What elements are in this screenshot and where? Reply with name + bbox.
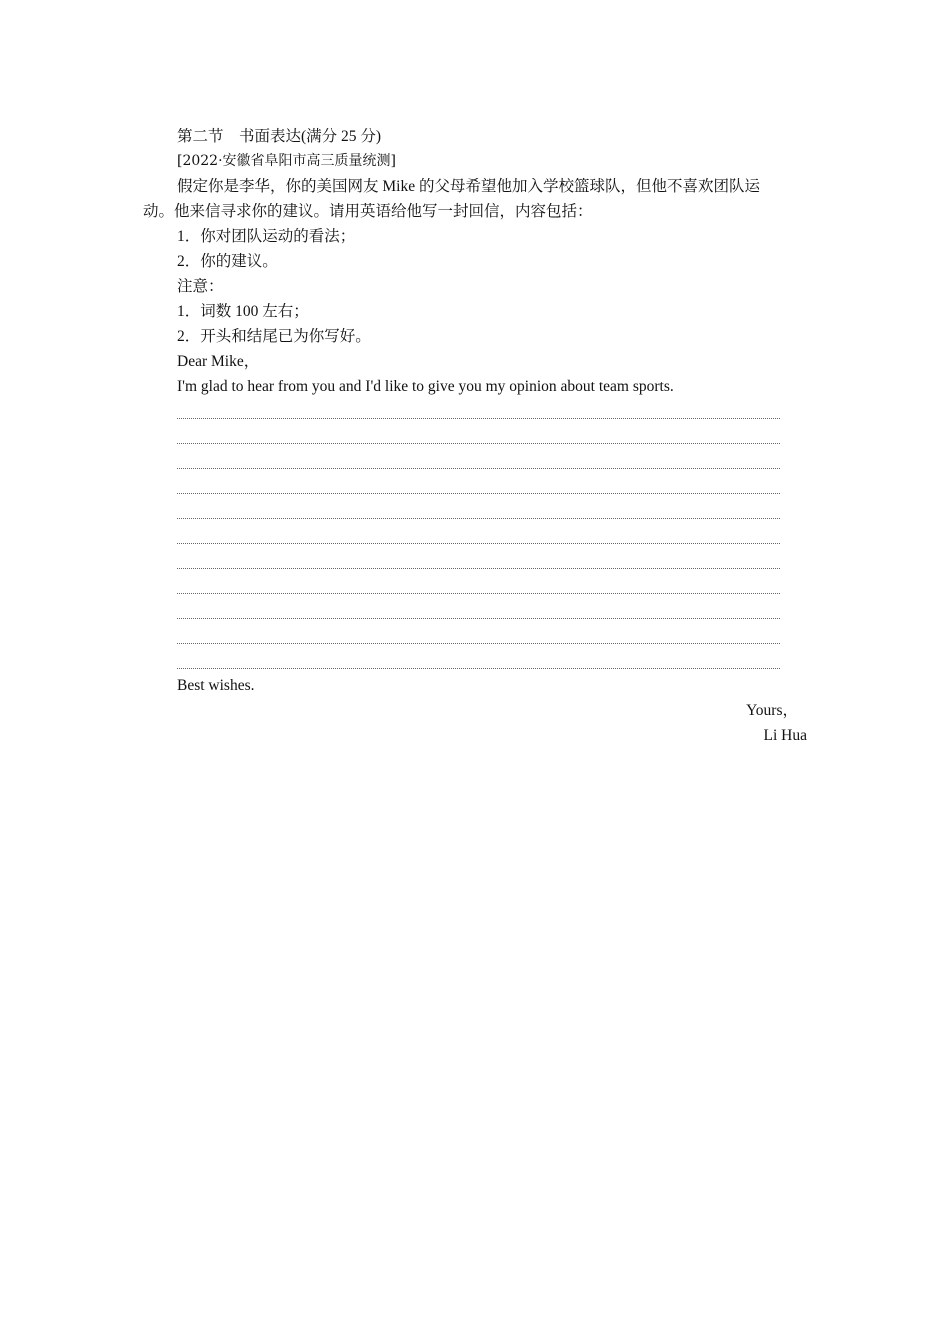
writing-line[interactable] bbox=[177, 593, 780, 594]
writing-line[interactable] bbox=[177, 443, 780, 444]
writing-line[interactable] bbox=[177, 668, 780, 669]
writing-line[interactable] bbox=[177, 543, 780, 544]
note-item-2: 2．开头和结尾已为你写好。 bbox=[177, 328, 371, 345]
note-item-1: 1．词数 100 左右； bbox=[177, 303, 309, 320]
section-title: 第二节 书面表达(满分 25 分) bbox=[177, 128, 382, 145]
letter-opening: I'm glad to hear from you and I'd like to give you my opinion about team sports. bbox=[177, 378, 674, 395]
letter-closing: Best wishes. bbox=[177, 677, 255, 694]
writing-line[interactable] bbox=[177, 643, 780, 644]
source-label: [2022·安徽省阜阳市高三质量统测] bbox=[177, 153, 397, 169]
prompt-point-2: 2．你的建议。 bbox=[177, 253, 278, 270]
writing-line[interactable] bbox=[177, 493, 780, 494]
letter-signature-name: Li Hua bbox=[763, 727, 807, 744]
prompt-line-1: 假定你是李华，你的美国网友 Mike 的父母希望他加入学校篮球队，但他不喜欢团队运 bbox=[177, 178, 760, 195]
writing-area[interactable] bbox=[177, 418, 780, 693]
letter-greeting: Dear Mike， bbox=[177, 353, 260, 370]
writing-line[interactable] bbox=[177, 468, 780, 469]
writing-line[interactable] bbox=[177, 418, 780, 419]
writing-line[interactable] bbox=[177, 518, 780, 519]
writing-line[interactable] bbox=[177, 618, 780, 619]
letter-sign-off: Yours， bbox=[746, 702, 798, 719]
prompt-point-1: 1．你对团队运动的看法； bbox=[177, 228, 356, 245]
prompt-line-2: 动。他来信寻求你的建议。请用英语给他写一封回信，内容包括： bbox=[143, 203, 593, 220]
writing-line[interactable] bbox=[177, 568, 780, 569]
notes-label: 注意： bbox=[177, 278, 224, 295]
